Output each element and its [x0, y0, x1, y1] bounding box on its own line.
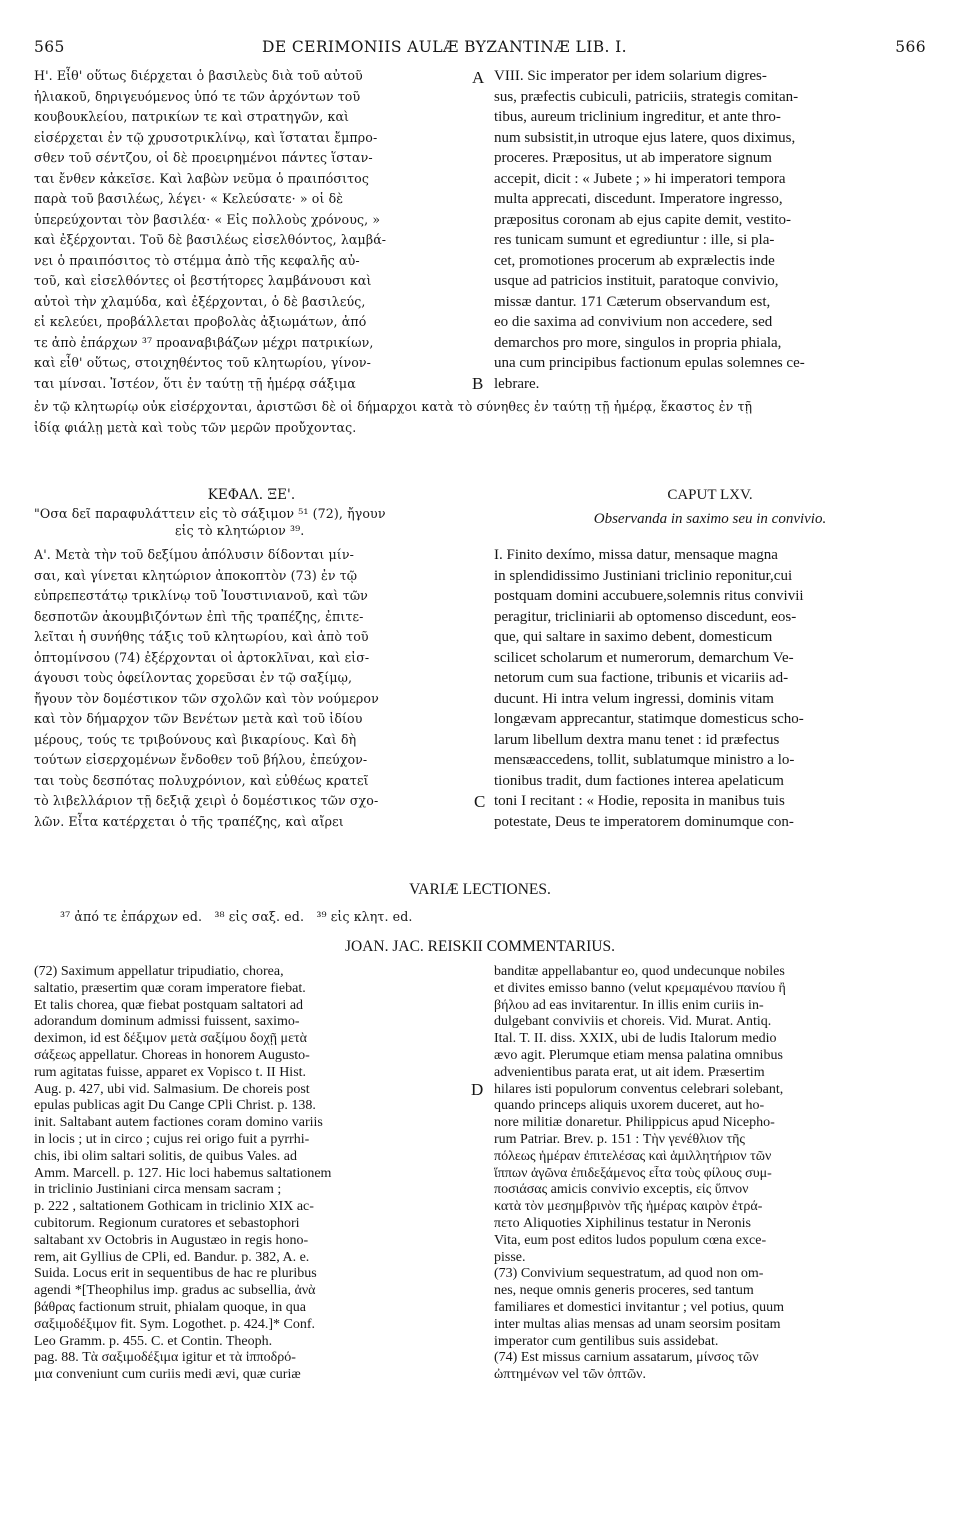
- commentary-line: σάξεως appellatur. Choreas in honorem Augusto-: [34, 1047, 310, 1063]
- commentary-line: saltabant xv Octobris in Augustæo in regis hono-: [34, 1232, 309, 1248]
- greek-text-fullwidth: [34, 397, 926, 438]
- latin-line: tionibus tradit, dum factiones interea apelaticum: [494, 772, 784, 789]
- commentary-line: Ital. T. II. diss. XXIX, ubi de ludis Italorum medio: [494, 1031, 777, 1047]
- commentary-left-column: [34, 964, 466, 1384]
- latin-line: eo die saxima ad convivium non accedere, sed: [494, 314, 773, 330]
- greek-line: κουβουκλείου, πατρικίων τε καὶ στρατηγῶν, καὶ: [34, 109, 350, 124]
- margin-letter-d: D: [471, 1080, 484, 1099]
- greek-line: ἡλιακοῦ, δηριγευόμενος ὑπό τε τῶν ἀρχόντων τοῦ: [34, 88, 361, 104]
- greek-line: λεῖται ἡ συνήθης τάξις τοῦ κλητωρίου, καὶ ἀπὸ τοῦ: [34, 629, 369, 644]
- commentary-line: saltatio, præsertim quæ coram imperatore fiebat.: [34, 980, 306, 996]
- latin-text-middle: [494, 545, 926, 832]
- commentary-line: dulgebant conviviis et choreis. Vid. Murat. Antiq.: [494, 1014, 772, 1030]
- variae-lectiones-heading: VARIÆ LECTIONES.: [409, 881, 551, 898]
- commentary-line: adorandum dominum admissi fuissent, saximo-: [34, 1014, 300, 1030]
- latin-line: longævam apprecantur, statimque domesticus scho-: [494, 711, 804, 727]
- commentary-line: ὠπτημένων vel τῶν ὀπτῶν.: [494, 1367, 647, 1383]
- greek-line: τούτων εἰσερχομένων ἔνδοθεν τοῦ βήλου, ἐπεύχον-: [34, 752, 368, 767]
- greek-line: σθεν τοῦ σέντζου, οἱ δὲ προειρημένοι πάντες ἵσταν-: [34, 150, 373, 165]
- commentary-line: pisse.: [494, 1249, 526, 1265]
- latin-line: præpositus coronam ab ejus capite demit, vestito-: [494, 211, 792, 228]
- commentary-line: βήλου ad eas invitarentur. In illis enim curiis in-: [494, 997, 764, 1013]
- greek-line: λῶν. Εἶτα κατέρχεται ὁ τῆς τραπέζης, καὶ αἴρει: [34, 813, 344, 829]
- commentary-line: κατὰ τὸν μεσημβρινὸν τῆς ἡμέρας καιρὸν ἐτρά-: [494, 1199, 763, 1215]
- latin-text-top: [494, 66, 926, 394]
- chapter-heading-greek: ΚΕΦΑΛ. ΞΕ'.: [207, 487, 296, 503]
- commentary-line: advenientibus parata erat, ut ait idem. Præsertim: [494, 1064, 765, 1080]
- commentary-line: p. 222 , saltationem Gothicam in triclinio XIX ac-: [34, 1199, 314, 1215]
- commentary-line: (72) Saximum appellatur tripudiatio, chorea,: [34, 964, 284, 979]
- commentary-line: ævo agit. Plerumque etiam mensa palatina omnibus: [494, 1047, 783, 1063]
- latin-line: VIII. Sic imperator per idem solarium digres-: [494, 68, 767, 84]
- greek-line: μέρους, τούς τε τριβούνους καὶ βικαρίους. Καὶ δὴ: [34, 731, 357, 747]
- commentary-heading: JOAN. JAC. REISKII COMMENTARIUS.: [344, 938, 616, 955]
- commentary-line: agendi *[Theophilus imp. gradus ac subsellia, ἀνὰ: [34, 1283, 316, 1299]
- chapter-heading-latin: CAPUT LXV.: [667, 487, 753, 503]
- commentary-line: ἵππων ἀγῶνα ἐπιδεξάμενος εἶτα τοὺς φίλους συμ-: [494, 1165, 772, 1181]
- greek-line: άγουσι τοὺς ὀφείλοντας χορεῦσαι ἐν τῷ σαξίμῳ,: [34, 670, 353, 685]
- latin-line: multa apprecati, discedunt. Imperatore ingresso,: [494, 191, 783, 207]
- commentary-line: Leo Gramm. p. 455. C. et Contin. Theoph.: [34, 1333, 273, 1349]
- greek-line: ὀπτομίνσου (74) ἐξέρχονται οἱ ἀρτοκλῖναι, καὶ εἰσ-: [34, 649, 370, 665]
- greek-line: Η'. Εἶθ' οὕτως διέρχεται ὁ βασιλεὺς διὰ τοῦ αὐτοῦ: [34, 68, 363, 83]
- commentary-line: deximon, id est δέξιμον μετὰ σαξίμου δοχῇ μετὰ: [34, 1031, 307, 1047]
- latin-line: potestate, Deus te imperatorem dominumque con-: [494, 813, 794, 830]
- greek-line: ἰδίᾳ φιάλῃ μετὰ καὶ τοὺς τῶν μερῶν προὔχοντας.: [34, 419, 357, 435]
- commentary-line: rum agitatas fuisse, apparet ex Vopisco t. II Hist.: [34, 1064, 307, 1080]
- greek-line: ται τοὺς δεσπότας πολυχρόνιον, καὶ εὐθέως κρατεῖ: [34, 772, 369, 788]
- greek-line: εὐπρεπεστάτῳ τρικλίνῳ τοῦ Ἰουστινιανοῦ, καὶ τῶν: [34, 588, 368, 603]
- commentary-line: in triclinio Justiniani circa mensam sacram ;: [34, 1182, 282, 1198]
- commentary-line: imperator cum gentilibus suis assidebat.: [494, 1333, 719, 1349]
- latin-line: postquam domini accubuere,solemnis ritus convivii: [494, 588, 804, 604]
- latin-line: res tunicam sumunt et egrediuntur : ille, si pla-: [494, 232, 775, 248]
- commentary-line: Aug. p. 427, ubi vid. Salmasium. De choreis post: [34, 1081, 310, 1097]
- greek-line: δεσποτῶν ἀκουμβιζόντων ἐπὶ τῆς τραπέζης, ἐπιτε-: [34, 608, 364, 624]
- variae-lectiones-line: ³⁷ ἀπό τε ἐπάρχων ed. ³⁸ εἰς σαξ. ed. ³⁹ εἰς κλητ. ed.: [60, 909, 413, 924]
- commentary-line: hilares isti populorum conventus celebrari solebant,: [494, 1081, 784, 1097]
- latin-line: scilicet scholarum et numerorum, demarchum Ve-: [494, 649, 794, 666]
- commentary-line: familiares et domestici invitantur ; vel potius, quum: [494, 1299, 785, 1315]
- commentary-line: βάθρας factionum struit, phialam quoque, in qua: [34, 1299, 306, 1315]
- latin-line: netorum cum sua factione, tribunis et vicariis ad-: [494, 670, 789, 686]
- latin-line: ducunt. Hi intra velum ingressi, dominis vitam: [494, 690, 774, 707]
- latin-line: in splendidissimo Justiniani triclinio reponitur,cui: [494, 567, 793, 584]
- latin-line: num subsistit,in utroque ejus latere, quos diximus,: [494, 129, 796, 146]
- commentary-line: Suida. Locus erit in sequentibus de hac re pluribus: [34, 1266, 317, 1282]
- latin-line: toni I recitant : « Hodie, reposita in manibus tuis: [494, 793, 785, 809]
- commentary-line: et divites emisso banno (velut κρεμαμένου πανίου ἢ: [494, 980, 786, 996]
- commentary-line: nore militiæ donaretur. Philippicus apud Nicepho-: [494, 1115, 775, 1131]
- latin-line: missæ dantur. 171 Cæterum observandum est,: [494, 293, 771, 310]
- greek-text-top: [34, 66, 469, 394]
- latin-line: una cum principibus factionum epulas solemnes ce-: [494, 355, 805, 371]
- running-header: [34, 38, 926, 62]
- latin-line: cet, promotiones procerum ab exprælectis inde: [494, 252, 775, 269]
- running-title: DE CERIMONIIS AULÆ BYZANTINÆ LIB. I.: [262, 38, 628, 56]
- margin-letter-b: B: [472, 374, 484, 393]
- commentary-line: in locis ; ut in circo ; cujus rei origo fuit a pyrrhi-: [34, 1131, 310, 1147]
- greek-line: παρὰ τοῦ βασιλέως, λέγει· « Κελεύσατε· » οἱ δὲ: [34, 191, 344, 206]
- greek-line: ἤγουν τὸν δομέστικον τῶν σχολῶν καὶ τὸν νούμερον: [34, 690, 379, 706]
- greek-line: νει ὁ πραιπόσιτος τὸ στέμμα ἀπὸ τῆς κεφαλῆς αὐ-: [34, 252, 360, 268]
- commentary-line: nes, neque omnis generis proceres, sed tantum: [494, 1283, 754, 1299]
- greek-line: καὶ ἐξέρχονται. Τοῦ δὲ βασιλέως εἰσελθόντος, λαμβά-: [34, 232, 387, 247]
- chapter-subheading-greek-1: "Οσα δεῖ παραφυλάττειν εἰς τὸ σάξιμον ⁵¹ (72), ἤγουν: [34, 506, 386, 521]
- latin-line: usque ad patricios instituit, paratoque convivio,: [494, 273, 779, 289]
- greek-line: τὸ λιβελλάριον τῇ δεξιᾷ χειρὶ ὁ δομέστικος τῶν σχο-: [34, 793, 379, 808]
- greek-line: τε ἀπὸ ἐπάρχων ³⁷ προαναβιβάζων μέχρι πατρικίων,: [34, 334, 374, 350]
- commentary-line: epulas publicas agit Du Cange CPli Christ. p. 138.: [34, 1098, 316, 1114]
- commentary-line: inter multas alias mensas ad unam seorsim positam: [494, 1316, 781, 1332]
- commentary-line: πόλεως ἡμέραν ἐπιτελέσας καὶ ἁμιλλητήριον τῶν: [494, 1148, 772, 1164]
- latin-line: I. Finito dexímo, missa datur, mensaque magna: [494, 547, 778, 563]
- chapter-subheading-latin: Observanda in saximo seu in convivio.: [593, 511, 827, 527]
- greek-line: εἰσέρχεται ἐν τῷ χρυσοτρικλίνῳ, καὶ ἵσταται ἔμπρο-: [34, 129, 378, 145]
- latin-line: peragitur, tricliniarii ab optomenso discedunt, eos-: [494, 608, 797, 625]
- commentary-line: rem, ait Gyllius de CPli, ed. Bandur. p. 382, A. e.: [34, 1249, 310, 1265]
- commentary-line: chis, ibi olim saltari solitis, de quibus Vales. ad: [34, 1148, 297, 1164]
- greek-line: ται ἔνθεν κἀκεῖσε. Καὶ λαβὼν νεῦμα ὁ πραιπόσιτος: [34, 170, 370, 186]
- commentary-line: cubitorum. Regionum curatores et sebastophori: [34, 1215, 300, 1231]
- latin-line: accepit, dicit : « Jubete ; » hi imperatori tempora: [494, 170, 786, 187]
- margin-letter-a: A: [472, 68, 485, 87]
- greek-line: ὑπερεύχονται τὸν βασιλέα· « Εἰς πολλοὺς χρόνους, »: [34, 211, 381, 227]
- latin-line: tibus, aureum triclinium ingreditur, et ante thro-: [494, 109, 781, 125]
- greek-line: αὐτοὶ τὴν χλαμύδα, καὶ ἐξέρχονται, ὁ δὲ βασιλεύς,: [34, 293, 366, 309]
- greek-line: Α'. Μετὰ τὴν τοῦ δεξίμου ἀπόλυσιν δίδονται μίν-: [34, 547, 354, 562]
- greek-line: τοῦ, καὶ εἰσελθόντες οἱ βεστήτορες λαμβάνουσι καὶ: [34, 273, 372, 288]
- latin-line: que, qui saltare in saximo debent, domesticum: [494, 629, 773, 645]
- latin-line: mensæaccedens, tollit, sublatumque ministro a lo-: [494, 752, 795, 768]
- latin-line: proceres. Præpositus, ut ab imperatore signum: [494, 150, 772, 166]
- commentary-line: σαξιμοδέξιμον fit. Sym. Logothet. p. 424.]* Conf.: [34, 1316, 316, 1332]
- commentary-line: Et talis chorea, quæ fiebat postquam saltatori ad: [34, 997, 304, 1013]
- commentary-line: Vita, eum post editos ludos populum cœna exce-: [494, 1232, 767, 1248]
- commentary-right-column: [494, 964, 926, 1384]
- greek-line: ται μίνσαι. Ἰστέον, ὅτι ἐν ταύτῃ τῇ ἡμέρᾳ σάξιμα: [34, 375, 356, 391]
- greek-line: εἰ κελεύει, προβάλλεται προβολὰς ἀξιωμάτων, ἀπό: [34, 314, 367, 329]
- greek-line: καὶ εἶθ' οὕτως, στοιχηθέντος τοῦ κλητωρίου, γίνον-: [34, 355, 372, 370]
- commentary-line: (73) Convivium sequestratum, ad quod non om-: [494, 1266, 764, 1282]
- left-page-number: 565: [34, 38, 65, 56]
- commentary-line: ποσιάσας amicis convivio exceptis, εἰς ὕπνον: [494, 1182, 749, 1198]
- commentary-line: rum Patriar. Brev. p. 151 : Τὴν γενέθλιον τῆς: [494, 1131, 745, 1147]
- commentary-line: πετο Aliquoties Xiphilinus testatur in Neronis: [494, 1215, 751, 1231]
- greek-line: καὶ τὸν δήμαρχον τῶν Βενέτων μετὰ καὶ τοῦ ἰδίου: [34, 711, 363, 726]
- commentary-line: μια conveniunt cum curiis medi ævi, quæ curiæ: [34, 1367, 301, 1383]
- commentary-line: banditæ appellabantur eo, quod undecunque nobiles: [494, 964, 785, 979]
- commentary-line: Amm. Marcell. p. 127. Hic loci habemus saltationem: [34, 1165, 332, 1181]
- right-page-number: 566: [895, 38, 926, 56]
- greek-text-middle: [34, 545, 469, 832]
- margin-letter-c: C: [474, 792, 486, 811]
- latin-line: larum libellum dextra manu tenet : id præfectus: [494, 731, 780, 748]
- commentary-line: quando princeps aliquis uxorem duceret, aut ho-: [494, 1098, 765, 1114]
- commentary-line: init. Saltabant autem factiones coram domino variis: [34, 1115, 323, 1131]
- latin-line: demarchos pro more, singulos in propria phiala,: [494, 334, 782, 351]
- greek-line: σαι, καὶ γίνεται κλητώριον ἀποκοπτὸν (73) ἐν τῷ: [34, 567, 358, 583]
- commentary-line: pag. 88. Τὰ σαξιμοδέξιμα igitur et τὰ ἱπποδρό-: [34, 1350, 296, 1366]
- latin-line: lebrare.: [494, 375, 540, 392]
- latin-line: sus, præfectis cubiculi, patriciis, strategis comitan-: [494, 88, 799, 105]
- greek-line: ἐν τῷ κλητωρίῳ οὐκ εἰσέρχονται, ἀριστῶσι δὲ οἱ δήμαρχοι κατὰ τὸ σύνηθες ἐν ταύτῃ τῇ ἡμέρᾳ, ἕκαστος ἐν τῇ: [34, 399, 753, 414]
- chapter-subheading-greek-2: εἰς τὸ κλητώριον ³⁹.: [175, 523, 305, 538]
- commentary-line: (74) Est missus carnium assatarum, μίνσος τῶν: [494, 1350, 759, 1366]
